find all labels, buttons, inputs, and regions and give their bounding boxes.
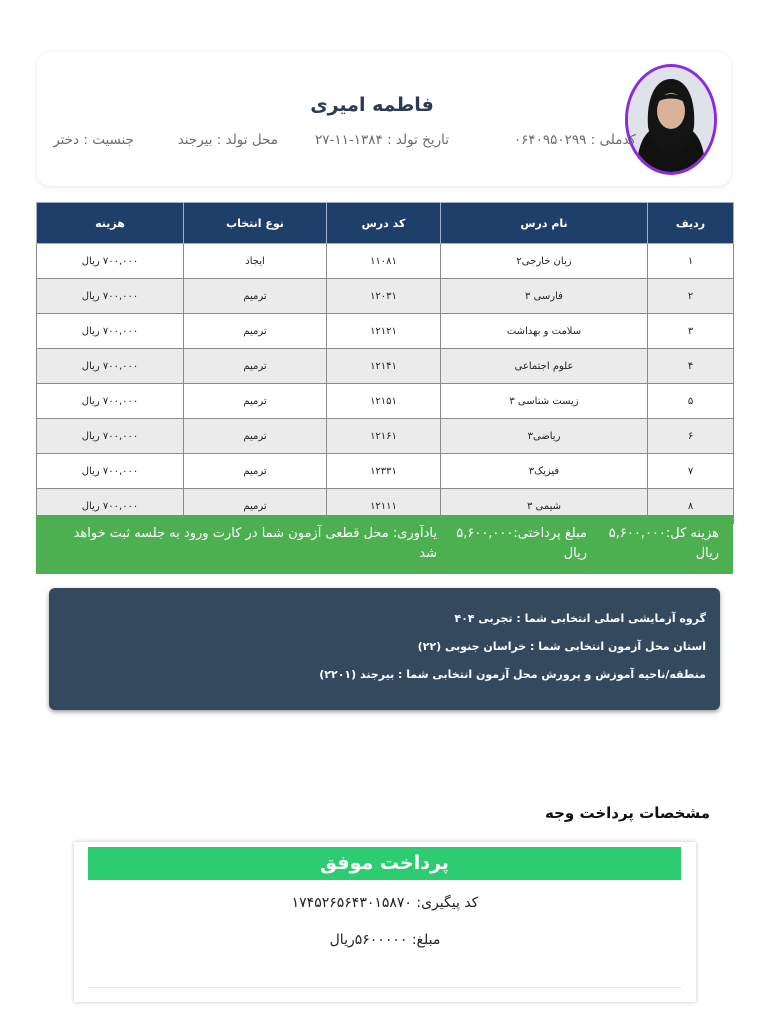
row-number: ۷ <box>648 454 734 489</box>
courses-table <box>36 202 734 524</box>
row-number: ۳ <box>648 314 734 349</box>
course-cost: ۷۰۰,۰۰۰ ریال <box>37 454 184 489</box>
course-name: شیمی ۳ <box>441 489 648 524</box>
exam-reminder: یادآوری: محل قطعی آزمون شما در کارت ورود به جلسه ثبت خواهد شد <box>73 526 437 561</box>
table-header-row <box>37 203 734 244</box>
selection-type: ترمیم <box>184 279 327 314</box>
header-selection-type: نوع انتخاب <box>184 203 327 244</box>
exam-info-box <box>49 588 720 710</box>
payment-summary-bar <box>36 515 733 574</box>
gender: جنسیت : دختر <box>53 132 134 148</box>
student-avatar <box>625 64 717 175</box>
course-cost: ۷۰۰,۰۰۰ ریال <box>37 384 184 419</box>
course-cost: ۷۰۰,۰۰۰ ریال <box>37 314 184 349</box>
course-cost: ۷۰۰,۰۰۰ ریال <box>37 279 184 314</box>
course-code: ۱۲۱۶۱ <box>327 419 441 454</box>
course-code: ۱۲۱۵۱ <box>327 384 441 419</box>
table-row <box>37 454 734 489</box>
exam-group: گروه آزمایشی اصلی انتخابی شما : تجربی ۴۰۴ <box>454 612 706 625</box>
course-code: ۱۲۰۳۱ <box>327 279 441 314</box>
total-cost: هزینه کل:۵,۶۰۰,۰۰۰ ریال <box>608 526 719 561</box>
table-row <box>37 314 734 349</box>
header-course-code: کد درس <box>327 203 441 244</box>
row-number: ۲ <box>648 279 734 314</box>
birth-date: تاریخ تولد : ۱۳۸۴-۱۱-۲۷ <box>314 132 449 148</box>
table-row <box>37 419 734 454</box>
table-row <box>37 279 734 314</box>
header-cost: هزینه <box>37 203 184 244</box>
course-cost: ۷۰۰,۰۰۰ ریال <box>37 419 184 454</box>
table-row <box>37 384 734 419</box>
selection-type: ترمیم <box>184 489 327 524</box>
course-code: ۱۲۱۲۱ <box>327 314 441 349</box>
selection-type: ترمیم <box>184 454 327 489</box>
divider <box>88 987 681 988</box>
table-row <box>37 244 734 279</box>
birth-place: محل تولد : بیرجند <box>177 132 278 148</box>
table-row <box>37 349 734 384</box>
course-name: علوم اجتماعی <box>441 349 648 384</box>
header-course-name: نام درس <box>441 203 648 244</box>
payment-amount: مبلغ: ۵۶۰۰۰۰۰ریال <box>329 932 441 948</box>
national-code: کدملی : ۰۶۴۰۹۵۰۲۹۹ <box>513 132 636 148</box>
payment-success-banner: پرداخت موفق <box>88 847 681 880</box>
payment-section-title: مشخصات پرداخت وجه <box>544 804 710 822</box>
row-number: ۶ <box>648 419 734 454</box>
selection-type: ترمیم <box>184 384 327 419</box>
row-number: ۵ <box>648 384 734 419</box>
selection-type: ترمیم <box>184 314 327 349</box>
course-cost: ۷۰۰,۰۰۰ ریال <box>37 244 184 279</box>
course-code: ۱۲۱۴۱ <box>327 349 441 384</box>
course-code: ۱۲۱۱۱ <box>327 489 441 524</box>
student-profile-card <box>37 52 731 186</box>
selection-type: ایجاد <box>184 244 327 279</box>
row-number: ۱ <box>648 244 734 279</box>
course-code: ۱۲۳۳۱ <box>327 454 441 489</box>
payment-card <box>74 842 696 1002</box>
course-cost: ۷۰۰,۰۰۰ ریال <box>37 489 184 524</box>
course-code: ۱۱۰۸۱ <box>327 244 441 279</box>
course-name: زبان خارجی۲ <box>441 244 648 279</box>
paid-amount: مبلغ پرداختی:۵,۶۰۰,۰۰۰ ریال <box>456 526 587 561</box>
row-number: ۸ <box>648 489 734 524</box>
header-row-number: ردیف <box>648 203 734 244</box>
course-name: ریاضی۳ <box>441 419 648 454</box>
exam-region: منطقه/ناحیه آموزش و پرورش محل آزمون انتخابی شما : بیرجند (۲۲۰۱) <box>319 668 706 681</box>
student-name: فاطمه امیری <box>310 94 434 116</box>
tracking-code: کد پیگیری: ۱۷۴۵۲۶۵۶۴۳۰۱۵۸۷۰ <box>291 895 479 911</box>
course-name: فارسی ۳ <box>441 279 648 314</box>
course-name: سلامت و بهداشت <box>441 314 648 349</box>
course-name: زیست شناسی ۳ <box>441 384 648 419</box>
course-cost: ۷۰۰,۰۰۰ ریال <box>37 349 184 384</box>
row-number: ۴ <box>648 349 734 384</box>
exam-province: استان محل آزمون انتخابی شما : خراسان جنوبی (۲۲) <box>417 640 706 653</box>
selection-type: ترمیم <box>184 419 327 454</box>
selection-type: ترمیم <box>184 349 327 384</box>
course-name: فیزیک۳ <box>441 454 648 489</box>
